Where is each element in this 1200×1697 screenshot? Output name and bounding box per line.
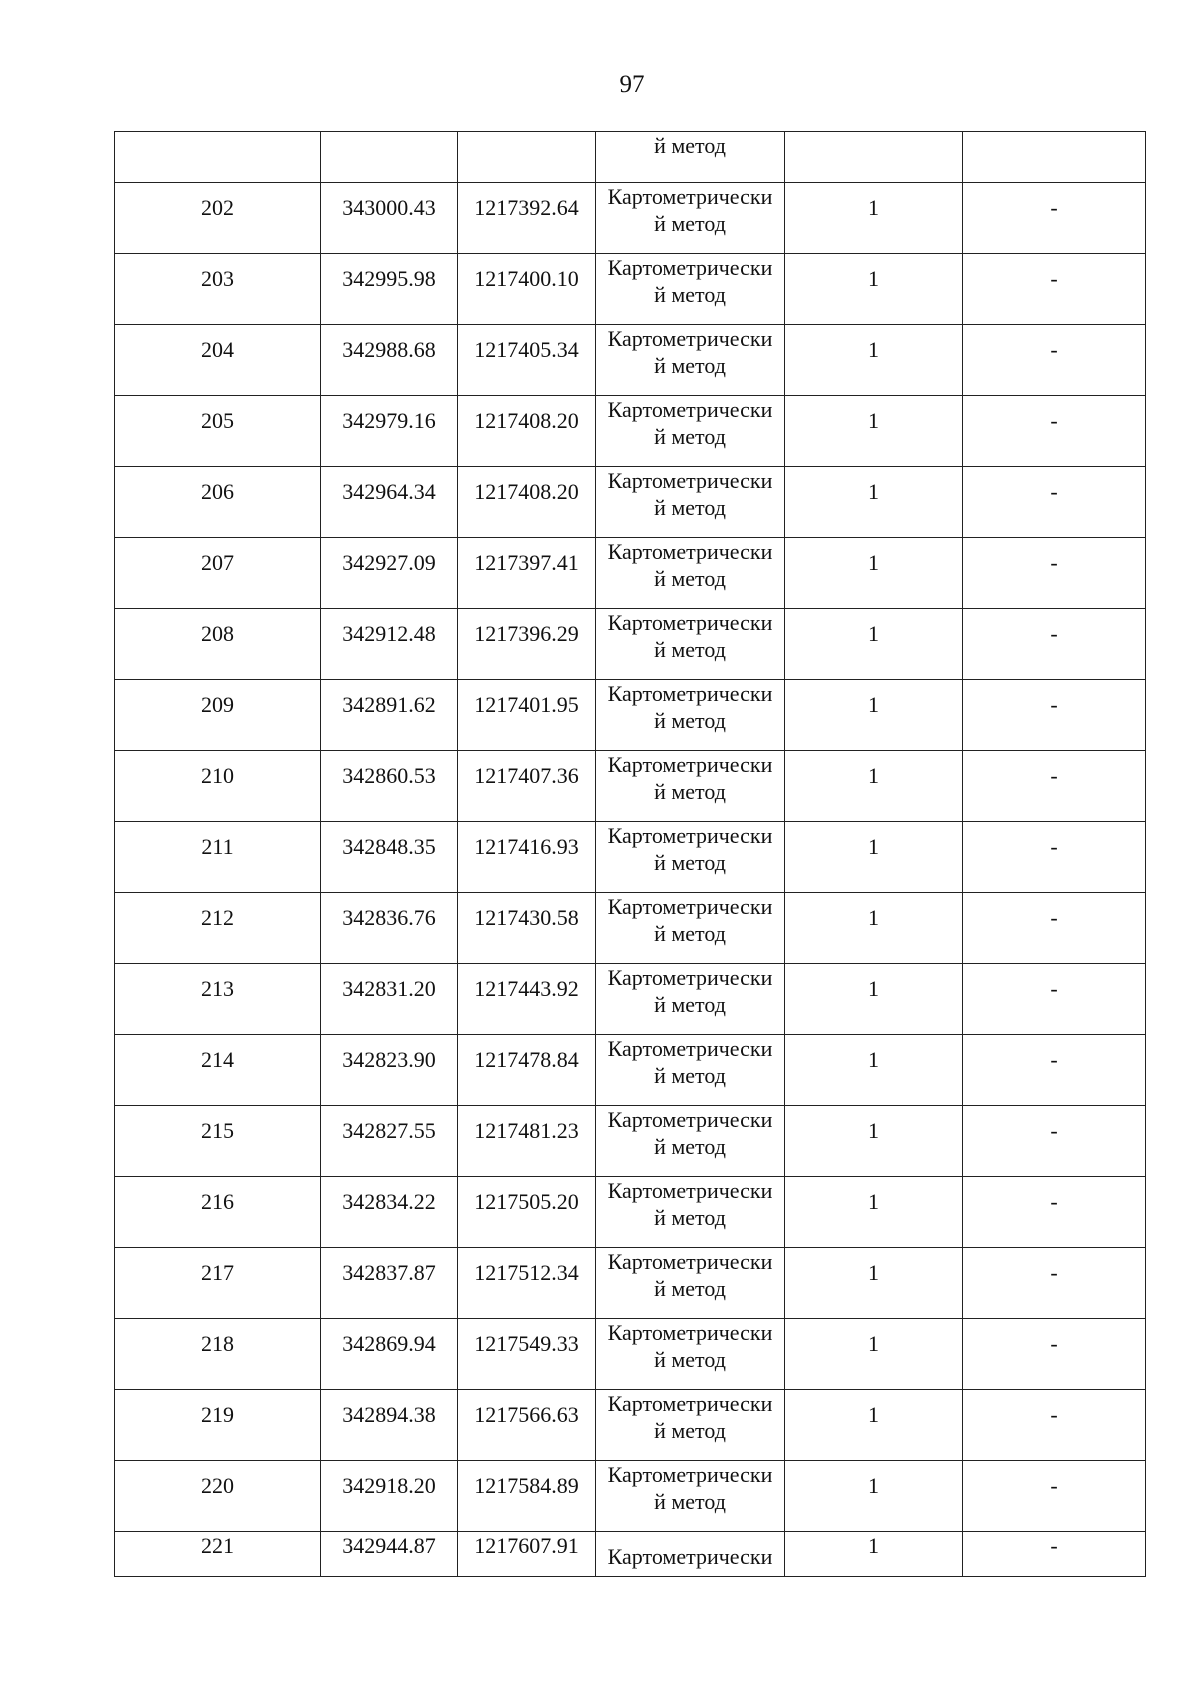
x-cell: 342912.48 bbox=[321, 609, 458, 680]
y-cell: 1217416.93 bbox=[458, 822, 596, 893]
table-row bbox=[115, 751, 1146, 822]
y-cell: 1217408.20 bbox=[458, 467, 596, 538]
point-cell: 218 bbox=[115, 1319, 321, 1390]
table-row bbox=[115, 1461, 1146, 1532]
table-row bbox=[115, 325, 1146, 396]
x-cell: 342927.09 bbox=[321, 538, 458, 609]
table-row bbox=[115, 467, 1146, 538]
accuracy-cell: 1 bbox=[785, 538, 963, 609]
y-cell: 1217512.34 bbox=[458, 1248, 596, 1319]
method-cell: Картометрически й метод bbox=[596, 964, 785, 1035]
note-cell: - bbox=[963, 1532, 1146, 1577]
accuracy-cell: 1 bbox=[785, 1035, 963, 1106]
y-cell: 1217396.29 bbox=[458, 609, 596, 680]
table-row bbox=[115, 396, 1146, 467]
x-cell: 342836.76 bbox=[321, 893, 458, 964]
accuracy-cell: 1 bbox=[785, 1248, 963, 1319]
point-cell: 213 bbox=[115, 964, 321, 1035]
accuracy-cell: 1 bbox=[785, 467, 963, 538]
x-cell: 342944.87 bbox=[321, 1532, 458, 1577]
method-cell: Картометрически й метод bbox=[596, 1390, 785, 1461]
y-cell: 1217481.23 bbox=[458, 1106, 596, 1177]
note-cell: - bbox=[963, 1106, 1146, 1177]
x-cell: 342995.98 bbox=[321, 254, 458, 325]
note-cell: - bbox=[963, 254, 1146, 325]
table-row bbox=[115, 964, 1146, 1035]
method-cell: Картометрически й метод bbox=[596, 1177, 785, 1248]
table-row bbox=[115, 1106, 1146, 1177]
accuracy-cell: 1 bbox=[785, 325, 963, 396]
x-cell: 342891.62 bbox=[321, 680, 458, 751]
method-cell: Картометрически й метод bbox=[596, 325, 785, 396]
accuracy-cell bbox=[785, 132, 963, 183]
table-row bbox=[115, 1248, 1146, 1319]
x-cell: 342823.90 bbox=[321, 1035, 458, 1106]
note-cell: - bbox=[963, 751, 1146, 822]
x-cell: 342848.35 bbox=[321, 822, 458, 893]
accuracy-cell: 1 bbox=[785, 1461, 963, 1532]
note-cell: - bbox=[963, 609, 1146, 680]
method-cell: Картометрически й метод bbox=[596, 1106, 785, 1177]
y-cell: 1217408.20 bbox=[458, 396, 596, 467]
y-cell bbox=[458, 132, 596, 183]
accuracy-cell: 1 bbox=[785, 1177, 963, 1248]
table-row bbox=[115, 1035, 1146, 1106]
note-cell: - bbox=[963, 325, 1146, 396]
point-cell: 212 bbox=[115, 893, 321, 964]
method-cell: Картометрически й метод bbox=[596, 609, 785, 680]
point-cell: 203 bbox=[115, 254, 321, 325]
y-cell: 1217405.34 bbox=[458, 325, 596, 396]
y-cell: 1217400.10 bbox=[458, 254, 596, 325]
table-row bbox=[115, 1390, 1146, 1461]
accuracy-cell: 1 bbox=[785, 396, 963, 467]
note-cell: - bbox=[963, 680, 1146, 751]
point-cell: 210 bbox=[115, 751, 321, 822]
x-cell: 342837.87 bbox=[321, 1248, 458, 1319]
method-cell: Картометрически й метод bbox=[596, 680, 785, 751]
table-row bbox=[115, 822, 1146, 893]
method-cell: Картометрически й метод bbox=[596, 893, 785, 964]
note-cell: - bbox=[963, 1390, 1146, 1461]
x-cell: 342834.22 bbox=[321, 1177, 458, 1248]
x-cell: 342979.16 bbox=[321, 396, 458, 467]
point-cell: 206 bbox=[115, 467, 321, 538]
method-cell: Картометрически й метод bbox=[596, 1248, 785, 1319]
method-cell: Картометрически bbox=[596, 1532, 785, 1577]
method-cell: Картометрически й метод bbox=[596, 254, 785, 325]
y-cell: 1217549.33 bbox=[458, 1319, 596, 1390]
accuracy-cell: 1 bbox=[785, 680, 963, 751]
method-cell: й метод bbox=[596, 132, 785, 183]
x-cell: 342831.20 bbox=[321, 964, 458, 1035]
note-cell: - bbox=[963, 964, 1146, 1035]
point-cell: 215 bbox=[115, 1106, 321, 1177]
method-cell: Картометрически й метод bbox=[596, 396, 785, 467]
point-cell: 202 bbox=[115, 183, 321, 254]
method-cell: Картометрически й метод bbox=[596, 1461, 785, 1532]
point-cell: 205 bbox=[115, 396, 321, 467]
note-cell: - bbox=[963, 1461, 1146, 1532]
accuracy-cell: 1 bbox=[785, 609, 963, 680]
y-cell: 1217407.36 bbox=[458, 751, 596, 822]
note-cell: - bbox=[963, 893, 1146, 964]
point-cell: 204 bbox=[115, 325, 321, 396]
method-cell: Картометрически й метод bbox=[596, 183, 785, 254]
method-cell: Картометрически й метод bbox=[596, 822, 785, 893]
note-cell: - bbox=[963, 1248, 1146, 1319]
note-cell: - bbox=[963, 183, 1146, 254]
x-cell: 342894.38 bbox=[321, 1390, 458, 1461]
note-cell: - bbox=[963, 396, 1146, 467]
table-row bbox=[115, 254, 1146, 325]
point-cell: 207 bbox=[115, 538, 321, 609]
y-cell: 1217505.20 bbox=[458, 1177, 596, 1248]
point-cell: 211 bbox=[115, 822, 321, 893]
accuracy-cell: 1 bbox=[785, 183, 963, 254]
accuracy-cell: 1 bbox=[785, 822, 963, 893]
method-cell: Картометрически й метод bbox=[596, 1319, 785, 1390]
y-cell: 1217397.41 bbox=[458, 538, 596, 609]
x-cell: 342869.94 bbox=[321, 1319, 458, 1390]
coordinates-table bbox=[114, 131, 1146, 1577]
note-cell bbox=[963, 132, 1146, 183]
table-row-last bbox=[115, 1532, 1146, 1577]
point-cell: 221 bbox=[115, 1532, 321, 1577]
point-cell: 208 bbox=[115, 609, 321, 680]
y-cell: 1217401.95 bbox=[458, 680, 596, 751]
x-cell: 342860.53 bbox=[321, 751, 458, 822]
accuracy-cell: 1 bbox=[785, 254, 963, 325]
y-cell: 1217607.91 bbox=[458, 1532, 596, 1577]
table-row bbox=[115, 183, 1146, 254]
method-cell: Картометрически й метод bbox=[596, 751, 785, 822]
table-row bbox=[115, 893, 1146, 964]
point-cell: 216 bbox=[115, 1177, 321, 1248]
page-number: 97 bbox=[619, 71, 645, 98]
table-row bbox=[115, 609, 1146, 680]
point-cell bbox=[115, 132, 321, 183]
method-cell: Картометрически й метод bbox=[596, 538, 785, 609]
note-cell: - bbox=[963, 1035, 1146, 1106]
point-cell: 220 bbox=[115, 1461, 321, 1532]
accuracy-cell: 1 bbox=[785, 1532, 963, 1577]
y-cell: 1217430.58 bbox=[458, 893, 596, 964]
note-cell: - bbox=[963, 1177, 1146, 1248]
x-cell: 342988.68 bbox=[321, 325, 458, 396]
accuracy-cell: 1 bbox=[785, 1319, 963, 1390]
x-cell: 343000.43 bbox=[321, 183, 458, 254]
x-cell: 342918.20 bbox=[321, 1461, 458, 1532]
note-cell: - bbox=[963, 538, 1146, 609]
y-cell: 1217443.92 bbox=[458, 964, 596, 1035]
table-row bbox=[115, 1177, 1146, 1248]
note-cell: - bbox=[963, 1319, 1146, 1390]
x-cell bbox=[321, 132, 458, 183]
y-cell: 1217392.64 bbox=[458, 183, 596, 254]
coordinates-table-body bbox=[115, 132, 1146, 1577]
accuracy-cell: 1 bbox=[785, 751, 963, 822]
y-cell: 1217478.84 bbox=[458, 1035, 596, 1106]
x-cell: 342827.55 bbox=[321, 1106, 458, 1177]
method-cell: Картометрически й метод bbox=[596, 467, 785, 538]
point-cell: 219 bbox=[115, 1390, 321, 1461]
y-cell: 1217584.89 bbox=[458, 1461, 596, 1532]
accuracy-cell: 1 bbox=[785, 1390, 963, 1461]
point-cell: 217 bbox=[115, 1248, 321, 1319]
point-cell: 209 bbox=[115, 680, 321, 751]
table-row bbox=[115, 538, 1146, 609]
point-cell: 214 bbox=[115, 1035, 321, 1106]
accuracy-cell: 1 bbox=[785, 893, 963, 964]
method-cell: Картометрически й метод bbox=[596, 1035, 785, 1106]
x-cell: 342964.34 bbox=[321, 467, 458, 538]
table-row bbox=[115, 1319, 1146, 1390]
y-cell: 1217566.63 bbox=[458, 1390, 596, 1461]
table-row bbox=[115, 680, 1146, 751]
note-cell: - bbox=[963, 822, 1146, 893]
note-cell: - bbox=[963, 467, 1146, 538]
accuracy-cell: 1 bbox=[785, 1106, 963, 1177]
accuracy-cell: 1 bbox=[785, 964, 963, 1035]
table-row-continued bbox=[115, 132, 1146, 183]
